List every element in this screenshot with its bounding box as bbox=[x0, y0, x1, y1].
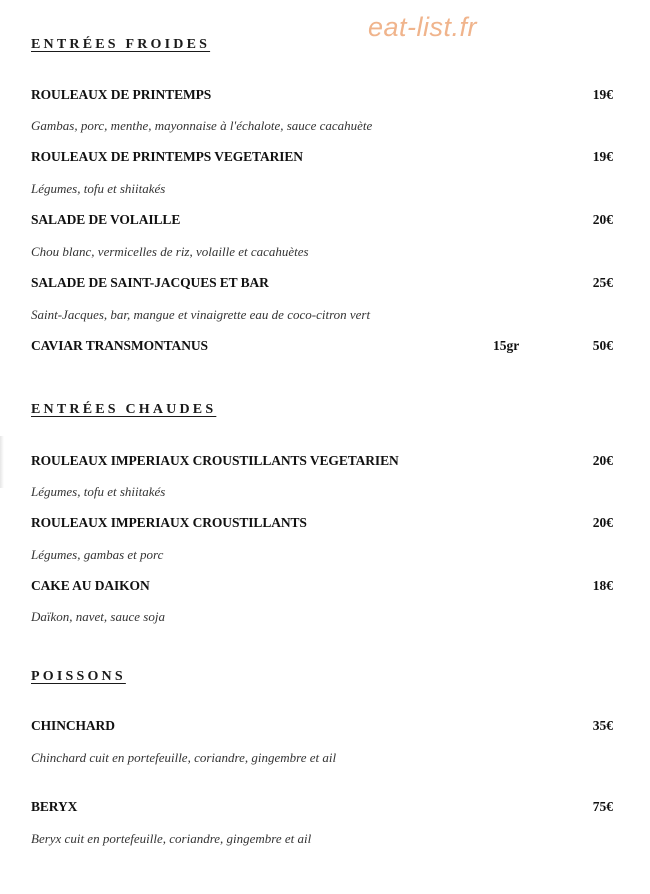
menu-item-price: 20€ bbox=[592, 515, 613, 530]
menu-item-name: CAKE AU DAIKON bbox=[31, 578, 150, 593]
page-edge-shadow bbox=[0, 436, 4, 488]
menu-item-price: 75€ bbox=[592, 799, 613, 814]
menu-item-price: 50€ bbox=[592, 338, 613, 353]
menu-item-name: SALADE DE SAINT-JACQUES ET BAR bbox=[31, 275, 269, 290]
menu-item-price: 35€ bbox=[592, 718, 613, 733]
watermark: eat-list.fr bbox=[368, 12, 478, 42]
menu-item-description: Légumes, tofu et shiitakés bbox=[31, 484, 166, 499]
menu-item-name: SALADE DE VOLAILLE bbox=[31, 212, 181, 227]
menu-item-quantity: 15gr bbox=[493, 338, 520, 353]
menu-item-description: Saint-Jacques, bar, mangue et vinaigrette eau de coco-citron vert bbox=[31, 307, 371, 322]
menu-item-name: CAVIAR TRANSMONTANUS bbox=[31, 338, 208, 353]
menu-item-description: Légumes, gambas et porc bbox=[31, 547, 164, 562]
section-title-poissons: POISSONS bbox=[31, 669, 126, 684]
menu-item-description: Daïkon, navet, sauce soja bbox=[31, 609, 165, 624]
menu-item-description: Beryx cuit en portefeuille, coriandre, gingembre et ail bbox=[31, 831, 312, 846]
section-title-entrees-chaudes: ENTRÉES CHAUDES bbox=[31, 402, 217, 417]
menu-item-description: Chou blanc, vermicelles de riz, volaille et cacahuètes bbox=[31, 244, 309, 259]
menu-item-name: CHINCHARD bbox=[31, 718, 115, 733]
menu-item-name: ROULEAUX DE PRINTEMPS VEGETARIEN bbox=[31, 149, 303, 164]
menu-item-name: ROULEAUX IMPERIAUX CROUSTILLANTS VEGETARIEN bbox=[31, 453, 399, 468]
section-title-entrees-froides: ENTRÉES FROIDES bbox=[31, 37, 211, 52]
menu-item-price: 19€ bbox=[592, 149, 613, 164]
menu-item-description: Gambas, porc, menthe, mayonnaise à l'échalote, sauce cacahuète bbox=[31, 118, 373, 133]
menu-item-description: Légumes, tofu et shiitakés bbox=[31, 181, 166, 196]
menu-item-name: ROULEAUX DE PRINTEMPS bbox=[31, 87, 212, 102]
menu-item-price: 19€ bbox=[592, 87, 613, 102]
menu-item-price: 25€ bbox=[592, 275, 613, 290]
menu-item-price: 20€ bbox=[592, 453, 613, 468]
menu-item-price: 20€ bbox=[592, 212, 613, 227]
menu-item-description: Chinchard cuit en portefeuille, coriandre, gingembre et ail bbox=[31, 750, 337, 765]
menu-item-name: ROULEAUX IMPERIAUX CROUSTILLANTS bbox=[31, 515, 307, 530]
menu-item-name: BERYX bbox=[31, 799, 78, 814]
menu-item-price: 18€ bbox=[592, 578, 613, 593]
